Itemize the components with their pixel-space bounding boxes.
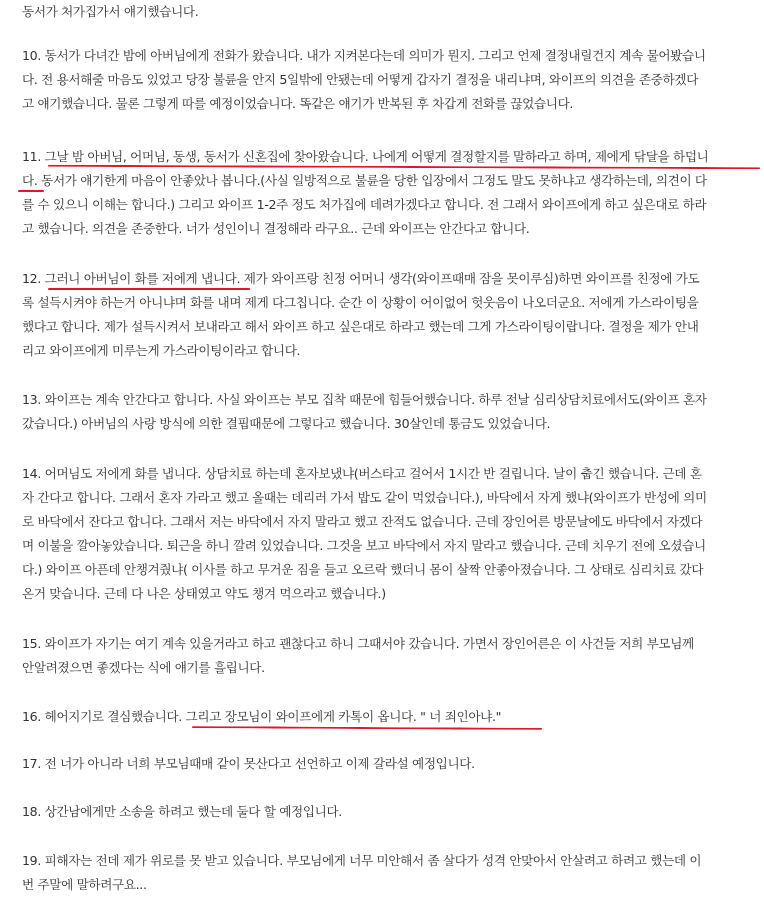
text-line: 리고 와이프에게 미루는게 가스라이팅이라고 합니다. bbox=[22, 343, 301, 358]
text-line: 11. 그날 밤 아버님, 어머님, 동생, 동서가 신혼집에 찾아왔습니다. 나에게 어떻게 결정할지를 말하라고 하며, 제에게 닦달을 하덥니 bbox=[22, 149, 709, 164]
text-line: 자 간다고 합니다. 그래서 혼자 가라고 했고 올때는 데리러 가서 밥도 같이 먹었습니다.), 바닥에서 자게 했냐(와이프가 반성에 의미 bbox=[22, 490, 707, 505]
text-line: 12. 그러니 아버님이 화를 저에게 냅니다. 제가 와이프랑 친정 어머니 생각(와이프때매 잠을 못이루심)하면 와이프를 친정에 가도 bbox=[22, 271, 700, 286]
text-line: 를 수 있으니 이해는 합니다.) 그리고 와이프 1-2주 정도 처가집에 데려가겠다고 합니다. 전 그래서 와이프에게 하고 싶은대로 하라 bbox=[22, 197, 707, 212]
text-line: 다. 동서가 얘기한게 마음이 안좋았나 봅니다.(사실 일방적으로 불륜을 당한 입장에서 그정도 말도 못하냐고 생각하는데, 의견이 다 bbox=[22, 173, 707, 188]
text-line: 고 얘기했습니다. 물론 그렇게 따를 예정이었습니다. 똑같은 얘기가 반복된 후 차갑게 전화를 끊었습니다. bbox=[22, 96, 574, 111]
text-line: 로 바닥에서 잔다고 합니다. 그래서 저는 바닥에서 자지 말라고 했고 잔적도 없습니다. 근데 장인어른 방문날에도 바닥에서 자겠다 bbox=[22, 514, 703, 529]
text-line: 록 설득시켜야 하는거 아니냐며 화를 내며 제게 다그칩니다. 순간 이 상황이 어이없어 헛웃음이 나오더군요. 저에게 가스라이팅을 bbox=[22, 295, 699, 310]
text-line: 14. 어머님도 저에게 화를 냅니다. 상담치료 하는데 혼자보냈냐(버스타고 걸어서 1시간 반 걸립니다. 날이 춥긴 했습니다. 근데 혼 bbox=[22, 466, 702, 481]
red-underline-annotation bbox=[192, 726, 542, 730]
text-line: 19. 피해자는 전데 제가 위로를 못 받고 있습니다. 부모님에게 너무 미안해서 좀 살다가 성격 안맞아서 안살려고 하려고 했는데 이 bbox=[22, 853, 702, 868]
text-line: 16. 헤어지기로 결심했습니다. 그리고 장모님이 와이프에게 카톡이 옵니다. " 너 죄인아냐." bbox=[22, 709, 502, 724]
text-line: 18. 상간남에게만 소송을 하려고 했는데 둘다 할 예정입니다. bbox=[22, 804, 342, 819]
text-line: 안알려졌으면 좋겠다는 식에 얘기를 흘립니다. bbox=[22, 660, 265, 675]
text-line: 13. 와이프는 계속 안간다고 합니다. 사실 와이프는 부모 집착 때문에 힘들어했습니다. 하루 전날 심리상담치료에서도(와이프 혼자 bbox=[22, 392, 707, 407]
text-line: 10. 동서가 다녀간 밤에 아버님에게 전화가 왔습니다. 내가 지켜본다는데 의미가 뭔지. 그리고 언제 결정내릴건지 계속 물어봤습니 bbox=[22, 48, 706, 63]
text-line: 갔습니다.) 아버님의 사랑 방식에 의한 결핍때문에 그렇다고 했습니다. 30살인데 통금도 있었습니다. bbox=[22, 416, 551, 431]
text-line: 동서가 처가집가서 얘기했습니다. bbox=[22, 4, 199, 19]
red-underline-annotation bbox=[48, 288, 250, 290]
text-line: 다.) 와이프 아픈데 안챙겨줬냐( 이사를 하고 무거운 짐을 들고 오르락 했더니 몸이 살짝 안좋아졌습니다. 그 상태로 심리치료 갔다 bbox=[22, 562, 704, 577]
text-line: 17. 전 너가 아니라 너희 부모님때매 같이 못산다고 선언하고 이제 갈라설 예정입니다. bbox=[22, 756, 475, 771]
text-line: 했다고 합니다. 제가 설득시켜서 보내라고 해서 와이프 하고 싶은대로 하라고 했는데 그게 가스라이팅이랍니다. 결정을 제가 안내 bbox=[22, 319, 699, 334]
text-line: 15. 와이프가 자기는 여기 계속 있을거라고 하고 괜찮다고 하니 그때서야 갔습니다. 가면서 장인어른은 이 사건들 저희 부모님께 bbox=[22, 636, 694, 651]
text-line: 며 이불을 깔아놓았습니다. 퇴근을 하니 깔려 있었습니다. 그것을 보고 바닥에서 자지 말라고 했습니다. 근데 치우기 전에 오셨습니 bbox=[22, 538, 706, 553]
text-line: 고 했습니다. 의견을 존중한다. 너가 성인이니 결정해라 라구요.. 근데 와이프는 안간다고 합니다. bbox=[22, 221, 530, 236]
red-underline-annotation bbox=[18, 190, 44, 192]
text-line: 온거 맞습니다. 근데 다 나은 상태였고 약도 챙겨 먹으라고 했습니다.) bbox=[22, 586, 386, 601]
text-line: 다. 전 용서해줄 마음도 있었고 당장 불륜을 안지 5일밖에 안됐는데 어떻게 갑자기 결정을 내리냐며, 와이프의 의견을 존중하겠다 bbox=[22, 72, 699, 87]
text-line: 번 주말에 말하려구요... bbox=[22, 877, 147, 892]
